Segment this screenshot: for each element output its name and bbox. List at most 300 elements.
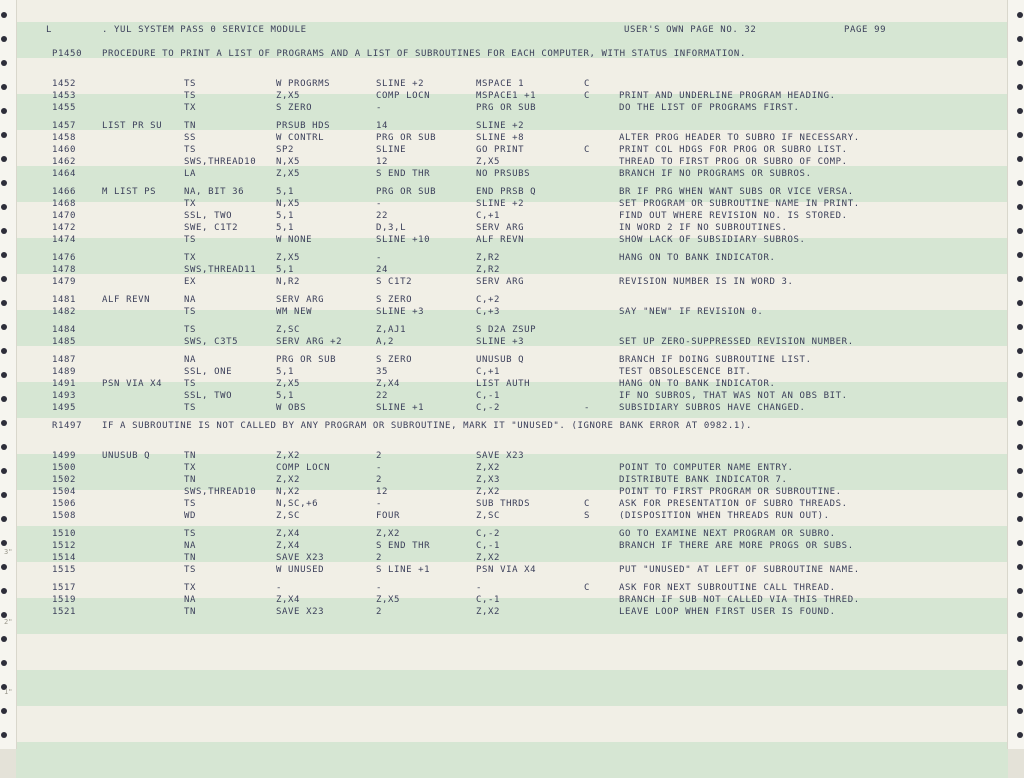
line-comment: BRANCH IF NO PROGRAMS OR SUBROS. bbox=[619, 169, 812, 179]
line-number: 1500 bbox=[52, 463, 77, 473]
operand-2: Z,X5 bbox=[376, 595, 401, 605]
feed-hole bbox=[1, 156, 7, 162]
operand-1: COMP LOCN bbox=[276, 463, 331, 473]
operand-1: - bbox=[276, 583, 283, 593]
line-comment: (DISPOSITION WHEN THREADS RUN OUT). bbox=[619, 511, 830, 521]
feed-hole bbox=[1, 132, 7, 138]
line-number: 1504 bbox=[52, 487, 77, 497]
operation-code: NA, BIT 36 bbox=[184, 187, 245, 197]
operand-2: S ZERO bbox=[376, 295, 413, 305]
operand-3: Z,X3 bbox=[476, 475, 501, 485]
margin-mark-3in: 3" bbox=[4, 548, 13, 556]
operand-2: D,3,L bbox=[376, 223, 407, 233]
feed-hole bbox=[1, 468, 7, 474]
operand-1: SAVE X23 bbox=[276, 607, 325, 617]
code-line bbox=[16, 552, 1008, 564]
operand-1: 5,1 bbox=[276, 367, 295, 377]
operand-3: S D2A ZSUP bbox=[476, 325, 537, 335]
feed-hole bbox=[1017, 492, 1023, 498]
operation-code: SWS,THREAD11 bbox=[184, 265, 257, 275]
operation-code: NA bbox=[184, 355, 197, 365]
feed-hole bbox=[1017, 204, 1023, 210]
line-number: 1502 bbox=[52, 475, 77, 485]
line-comment: IN WORD 2 IF NO SUBROUTINES. bbox=[619, 223, 788, 233]
feed-hole bbox=[1017, 300, 1023, 306]
feed-hole bbox=[1017, 252, 1023, 258]
feed-hole bbox=[1017, 516, 1023, 522]
code-line bbox=[16, 324, 1008, 336]
code-line bbox=[16, 354, 1008, 366]
feed-hole bbox=[1017, 708, 1023, 714]
operand-2: - bbox=[376, 103, 383, 113]
operand-1: Z,X4 bbox=[276, 541, 301, 551]
line-number: 1457 bbox=[52, 121, 77, 131]
feed-hole bbox=[1017, 12, 1023, 18]
operand-3: ALF REVN bbox=[476, 235, 525, 245]
feed-hole bbox=[1017, 156, 1023, 162]
operand-3: SLINE +2 bbox=[476, 199, 525, 209]
card-flag: C bbox=[584, 91, 591, 101]
feed-hole bbox=[1017, 228, 1023, 234]
line-comment: PUT "UNUSED" AT LEFT OF SUBROUTINE NAME. bbox=[619, 565, 860, 575]
operand-3: SAVE X23 bbox=[476, 451, 525, 461]
line-comment: REVISION NUMBER IS IN WORD 3. bbox=[619, 277, 794, 287]
operand-3: LIST AUTH bbox=[476, 379, 531, 389]
operand-2: 12 bbox=[376, 157, 389, 167]
operation-code: TS bbox=[184, 379, 197, 389]
remark-text: IF A SUBROUTINE IS NOT CALLED BY ANY PROGRAM OR SUBROUTINE, MARK IT "UNUSED". (IGNORE BANK ERROR AT 0982.1). bbox=[102, 421, 752, 431]
operand-2: Z,X4 bbox=[376, 379, 401, 389]
remark-text: PROCEDURE TO PRINT A LIST OF PROGRAMS AND A LIST OF SUBROUTINES FOR EACH COMPUTER, WITH STATUS INFORMATION. bbox=[102, 49, 746, 59]
line-comment: DO THE LIST OF PROGRAMS FIRST. bbox=[619, 103, 800, 113]
operand-3: UNUSUB Q bbox=[476, 355, 525, 365]
line-number: 1491 bbox=[52, 379, 77, 389]
line-number: 1455 bbox=[52, 103, 77, 113]
line-number: 1487 bbox=[52, 355, 77, 365]
operation-code: TS bbox=[184, 325, 197, 335]
operation-code: SWS,THREAD10 bbox=[184, 157, 257, 167]
line-number: 1484 bbox=[52, 325, 77, 335]
operation-code: NA bbox=[184, 541, 197, 551]
line-comment: POINT TO COMPUTER NAME ENTRY. bbox=[619, 463, 794, 473]
operand-3: C,+1 bbox=[476, 367, 501, 377]
line-comment: PRINT COL HDGS FOR PROG OR SUBRO LIST. bbox=[619, 145, 848, 155]
operand-1: N,X5 bbox=[276, 157, 301, 167]
line-comment: ASK FOR PRESENTATION OF SUBRO THREADS. bbox=[619, 499, 848, 509]
code-line bbox=[16, 186, 1008, 198]
operation-code: NA bbox=[184, 595, 197, 605]
feed-hole bbox=[1, 252, 7, 258]
right-tractor-feed-strip bbox=[1007, 0, 1024, 749]
operand-1: N,SC,+6 bbox=[276, 499, 319, 509]
feed-hole bbox=[1017, 276, 1023, 282]
operand-2: Z,AJ1 bbox=[376, 325, 407, 335]
code-line bbox=[16, 222, 1008, 234]
operand-1: SERV ARG +2 bbox=[276, 337, 343, 347]
feed-hole bbox=[1017, 684, 1023, 690]
operand-3: MSPACE 1 bbox=[476, 79, 525, 89]
feed-hole bbox=[1, 516, 7, 522]
operand-2: SLINE +3 bbox=[376, 307, 425, 317]
operand-2: - bbox=[376, 499, 383, 509]
card-flag: - bbox=[584, 403, 591, 413]
operand-1: WM NEW bbox=[276, 307, 313, 317]
code-line bbox=[16, 264, 1008, 276]
feed-hole bbox=[1017, 60, 1023, 66]
operation-code: SWS, C3T5 bbox=[184, 337, 239, 347]
operand-1: Z,SC bbox=[276, 511, 301, 521]
code-line bbox=[16, 474, 1008, 486]
operation-code: TS bbox=[184, 307, 197, 317]
feed-hole bbox=[1017, 324, 1023, 330]
operand-1: Z,X5 bbox=[276, 253, 301, 263]
operand-3: PSN VIA X4 bbox=[476, 565, 537, 575]
feed-hole bbox=[1, 84, 7, 90]
operand-1: SERV ARG bbox=[276, 295, 325, 305]
line-number: 1481 bbox=[52, 295, 77, 305]
operation-code: SSL, TWO bbox=[184, 391, 233, 401]
operand-3: C,+3 bbox=[476, 307, 501, 317]
operand-3: Z,X2 bbox=[476, 553, 501, 563]
operation-code: TN bbox=[184, 553, 197, 563]
code-line bbox=[16, 378, 1008, 390]
operation-code: SSL, TWO bbox=[184, 211, 233, 221]
line-comment: FIND OUT WHERE REVISION NO. IS STORED. bbox=[619, 211, 848, 221]
operand-3: - bbox=[476, 583, 483, 593]
operand-1: N,X5 bbox=[276, 199, 301, 209]
operation-code: NA bbox=[184, 295, 197, 305]
line-comment: BR IF PRG WHEN WANT SUBS OR VICE VERSA. bbox=[619, 187, 854, 197]
operation-code: TS bbox=[184, 79, 197, 89]
operand-2: COMP LOCN bbox=[376, 91, 431, 101]
code-line bbox=[16, 294, 1008, 306]
line-comment: BRANCH IF THERE ARE MORE PROGS OR SUBS. bbox=[619, 541, 854, 551]
operation-code: TS bbox=[184, 403, 197, 413]
operand-2: S END THR bbox=[376, 169, 431, 179]
operand-2: 2 bbox=[376, 553, 383, 563]
operand-2: SLINE +2 bbox=[376, 79, 425, 89]
operand-1: PRSUB HDS bbox=[276, 121, 331, 131]
operation-code: WD bbox=[184, 511, 197, 521]
operand-2: - bbox=[376, 463, 383, 473]
operand-3: C,-2 bbox=[476, 403, 501, 413]
feed-hole bbox=[1017, 36, 1023, 42]
code-line bbox=[16, 366, 1008, 378]
location-label: LIST PR SU bbox=[102, 121, 163, 131]
code-line bbox=[16, 582, 1008, 594]
operand-2: 35 bbox=[376, 367, 389, 377]
line-number: R1497 bbox=[52, 421, 83, 431]
operand-1: N,R2 bbox=[276, 277, 301, 287]
feed-hole bbox=[1017, 564, 1023, 570]
line-number: 1506 bbox=[52, 499, 77, 509]
line-number: 1495 bbox=[52, 403, 77, 413]
operand-3: Z,SC bbox=[476, 511, 501, 521]
operand-1: SP2 bbox=[276, 145, 295, 155]
operand-3: C,-1 bbox=[476, 541, 501, 551]
operand-2: S ZERO bbox=[376, 355, 413, 365]
feed-hole bbox=[1, 348, 7, 354]
operand-3: C,-2 bbox=[476, 529, 501, 539]
operand-1: 5,1 bbox=[276, 391, 295, 401]
feed-hole bbox=[1017, 420, 1023, 426]
operand-3: SLINE +8 bbox=[476, 133, 525, 143]
feed-hole bbox=[1, 564, 7, 570]
operation-code: TS bbox=[184, 235, 197, 245]
operation-code: SWS,THREAD10 bbox=[184, 487, 257, 497]
feed-hole bbox=[1, 372, 7, 378]
remark-line bbox=[16, 420, 1008, 432]
operation-code: SWE, C1T2 bbox=[184, 223, 239, 233]
feed-hole bbox=[1017, 636, 1023, 642]
line-comment: SET UP ZERO-SUPPRESSED REVISION NUMBER. bbox=[619, 337, 854, 347]
line-number: 1472 bbox=[52, 223, 77, 233]
operand-3: Z,X2 bbox=[476, 607, 501, 617]
operand-2: S LINE +1 bbox=[376, 565, 431, 575]
operation-code: TS bbox=[184, 145, 197, 155]
operand-2: 24 bbox=[376, 265, 389, 275]
remark-line bbox=[16, 48, 1008, 60]
operation-code: LA bbox=[184, 169, 197, 179]
feed-hole bbox=[1017, 468, 1023, 474]
feed-hole bbox=[1017, 372, 1023, 378]
operand-1: SAVE X23 bbox=[276, 553, 325, 563]
line-comment: DISTRIBUTE BANK INDICATOR 7. bbox=[619, 475, 788, 485]
code-line bbox=[16, 594, 1008, 606]
operand-1: 5,1 bbox=[276, 265, 295, 275]
operand-2: - bbox=[376, 583, 383, 593]
operand-2: 2 bbox=[376, 451, 383, 461]
line-number: 1482 bbox=[52, 307, 77, 317]
operation-code: TX bbox=[184, 463, 197, 473]
operand-1: Z,X4 bbox=[276, 595, 301, 605]
line-number: 1514 bbox=[52, 553, 77, 563]
code-line bbox=[16, 510, 1008, 522]
operand-3: C,+2 bbox=[476, 295, 501, 305]
operand-3: Z,R2 bbox=[476, 253, 501, 263]
line-comment: LEAVE LOOP WHEN FIRST USER IS FOUND. bbox=[619, 607, 836, 617]
operation-code: TS bbox=[184, 565, 197, 575]
feed-hole bbox=[1, 444, 7, 450]
operand-1: W CONTRL bbox=[276, 133, 325, 143]
feed-hole bbox=[1, 636, 7, 642]
feed-hole bbox=[1, 708, 7, 714]
line-number: 1510 bbox=[52, 529, 77, 539]
code-line bbox=[16, 528, 1008, 540]
feed-hole bbox=[1017, 180, 1023, 186]
line-comment: SUBSIDIARY SUBROS HAVE CHANGED. bbox=[619, 403, 806, 413]
feed-hole bbox=[1, 228, 7, 234]
feed-hole bbox=[1, 276, 7, 282]
code-line bbox=[16, 306, 1008, 318]
operand-3: GO PRINT bbox=[476, 145, 525, 155]
operation-code: TX bbox=[184, 253, 197, 263]
greenbar-stripe bbox=[16, 670, 1008, 706]
operand-2: - bbox=[376, 199, 383, 209]
operation-code: TX bbox=[184, 103, 197, 113]
operand-3: C,+1 bbox=[476, 211, 501, 221]
line-comment: SET PROGRAM OR SUBROUTINE NAME IN PRINT. bbox=[619, 199, 860, 209]
operand-3: PRG OR SUB bbox=[476, 103, 537, 113]
line-number: 1515 bbox=[52, 565, 77, 575]
card-flag: C bbox=[584, 79, 591, 89]
line-comment: ALTER PROG HEADER TO SUBRO IF NECESSARY. bbox=[619, 133, 860, 143]
code-line bbox=[16, 450, 1008, 462]
line-number: 1460 bbox=[52, 145, 77, 155]
feed-hole bbox=[1, 180, 7, 186]
operand-1: W UNUSED bbox=[276, 565, 325, 575]
location-label: PSN VIA X4 bbox=[102, 379, 163, 389]
margin-mark-1in: 1" bbox=[4, 688, 13, 696]
operand-3: SLINE +2 bbox=[476, 121, 525, 131]
line-number: 1489 bbox=[52, 367, 77, 377]
line-number: 1499 bbox=[52, 451, 77, 461]
code-line bbox=[16, 252, 1008, 264]
line-number: 1464 bbox=[52, 169, 77, 179]
operand-2: PRG OR SUB bbox=[376, 187, 437, 197]
operation-code: TS bbox=[184, 91, 197, 101]
code-line bbox=[16, 156, 1008, 168]
operand-1: W NONE bbox=[276, 235, 313, 245]
code-line bbox=[16, 390, 1008, 402]
operand-2: 2 bbox=[376, 475, 383, 485]
code-line bbox=[16, 462, 1008, 474]
line-comment: GO TO EXAMINE NEXT PROGRAM OR SUBRO. bbox=[619, 529, 836, 539]
operand-1: PRG OR SUB bbox=[276, 355, 337, 365]
margin-mark-2in: 2" bbox=[4, 618, 13, 626]
operand-1: Z,X5 bbox=[276, 169, 301, 179]
feed-hole bbox=[1, 660, 7, 666]
operand-2: 22 bbox=[376, 211, 389, 221]
location-label: M LIST PS bbox=[102, 187, 157, 197]
operand-1: W PROGRMS bbox=[276, 79, 331, 89]
card-flag: C bbox=[584, 145, 591, 155]
line-comment: THREAD TO FIRST PROG OR SUBRO OF COMP. bbox=[619, 157, 848, 167]
card-flag: C bbox=[584, 499, 591, 509]
operand-1: Z,SC bbox=[276, 325, 301, 335]
operation-code: TN bbox=[184, 121, 197, 131]
operation-code: TN bbox=[184, 475, 197, 485]
operand-3: SUB THRDS bbox=[476, 499, 531, 509]
feed-hole bbox=[1, 108, 7, 114]
greenbar-stripe bbox=[16, 742, 1008, 778]
operand-1: Z,X2 bbox=[276, 475, 301, 485]
line-comment: HANG ON TO BANK INDICATOR. bbox=[619, 253, 776, 263]
line-number: 1470 bbox=[52, 211, 77, 221]
card-flag: S bbox=[584, 511, 591, 521]
operand-2: 22 bbox=[376, 391, 389, 401]
line-number: 1521 bbox=[52, 607, 77, 617]
operand-1: N,X2 bbox=[276, 487, 301, 497]
operation-code: TS bbox=[184, 499, 197, 509]
feed-hole bbox=[1017, 660, 1023, 666]
code-line bbox=[16, 210, 1008, 222]
feed-hole bbox=[1, 324, 7, 330]
operand-3: SERV ARG bbox=[476, 223, 525, 233]
code-line bbox=[16, 132, 1008, 144]
line-number: 1474 bbox=[52, 235, 77, 245]
line-comment: SAY "NEW" IF REVISION 0. bbox=[619, 307, 764, 317]
code-line bbox=[16, 102, 1008, 114]
operation-code: TN bbox=[184, 451, 197, 461]
feed-hole bbox=[1017, 612, 1023, 618]
operand-2: - bbox=[376, 253, 383, 263]
feed-hole bbox=[1017, 588, 1023, 594]
operand-1: S ZERO bbox=[276, 103, 313, 113]
code-line bbox=[16, 498, 1008, 510]
feed-hole bbox=[1017, 396, 1023, 402]
feed-hole bbox=[1, 420, 7, 426]
operand-2: Z,X2 bbox=[376, 529, 401, 539]
line-number: 1519 bbox=[52, 595, 77, 605]
operand-2: SLINE +10 bbox=[376, 235, 431, 245]
left-tractor-feed-strip bbox=[0, 0, 17, 749]
operation-code: TX bbox=[184, 199, 197, 209]
operand-2: SLINE bbox=[376, 145, 407, 155]
code-line bbox=[16, 198, 1008, 210]
location-label: UNUSUB Q bbox=[102, 451, 151, 461]
operand-1: Z,X2 bbox=[276, 451, 301, 461]
line-number: 1453 bbox=[52, 91, 77, 101]
operation-code: TS bbox=[184, 529, 197, 539]
feed-hole bbox=[1017, 732, 1023, 738]
operand-3: SLINE +3 bbox=[476, 337, 525, 347]
operand-2: S END THR bbox=[376, 541, 431, 551]
operation-code: SS bbox=[184, 133, 197, 143]
operand-2: 2 bbox=[376, 607, 383, 617]
operand-2: FOUR bbox=[376, 511, 401, 521]
line-number: 1508 bbox=[52, 511, 77, 521]
line-comment: IF NO SUBROS, THAT WAS NOT AN OBS BIT. bbox=[619, 391, 848, 401]
operand-3: C,-1 bbox=[476, 391, 501, 401]
code-line bbox=[16, 120, 1008, 132]
line-number: 1476 bbox=[52, 253, 77, 263]
operand-2: 14 bbox=[376, 121, 389, 131]
line-number: 1517 bbox=[52, 583, 77, 593]
line-number: 1452 bbox=[52, 79, 77, 89]
operation-code: EX bbox=[184, 277, 197, 287]
feed-hole bbox=[1, 60, 7, 66]
operand-3: Z,X2 bbox=[476, 487, 501, 497]
line-comment: HANG ON TO BANK INDICATOR. bbox=[619, 379, 776, 389]
code-line bbox=[16, 402, 1008, 414]
feed-hole bbox=[1, 732, 7, 738]
line-comment: SHOW LACK OF SUBSIDIARY SUBROS. bbox=[619, 235, 806, 245]
feed-hole bbox=[1017, 108, 1023, 114]
operand-1: W OBS bbox=[276, 403, 307, 413]
line-number: P1450 bbox=[52, 49, 83, 59]
location-label: ALF REVN bbox=[102, 295, 151, 305]
feed-hole bbox=[1, 204, 7, 210]
line-number: 1512 bbox=[52, 541, 77, 551]
operand-3: Z,X5 bbox=[476, 157, 501, 167]
line-number: 1493 bbox=[52, 391, 77, 401]
code-line bbox=[16, 234, 1008, 246]
operand-1: 5,1 bbox=[276, 223, 295, 233]
card-flag: C bbox=[584, 583, 591, 593]
line-number: 1485 bbox=[52, 337, 77, 347]
code-line bbox=[16, 144, 1008, 156]
code-line bbox=[16, 90, 1008, 102]
operand-2: 12 bbox=[376, 487, 389, 497]
line-comment: POINT TO FIRST PROGRAM OR SUBROUTINE. bbox=[619, 487, 842, 497]
operand-3: NO PRSUBS bbox=[476, 169, 531, 179]
operand-1: 5,1 bbox=[276, 211, 295, 221]
operand-3: Z,X2 bbox=[476, 463, 501, 473]
code-line bbox=[16, 276, 1008, 288]
header-users-page-number: USER'S OWN PAGE NO. 32 bbox=[624, 25, 757, 35]
operand-2: SLINE +1 bbox=[376, 403, 425, 413]
